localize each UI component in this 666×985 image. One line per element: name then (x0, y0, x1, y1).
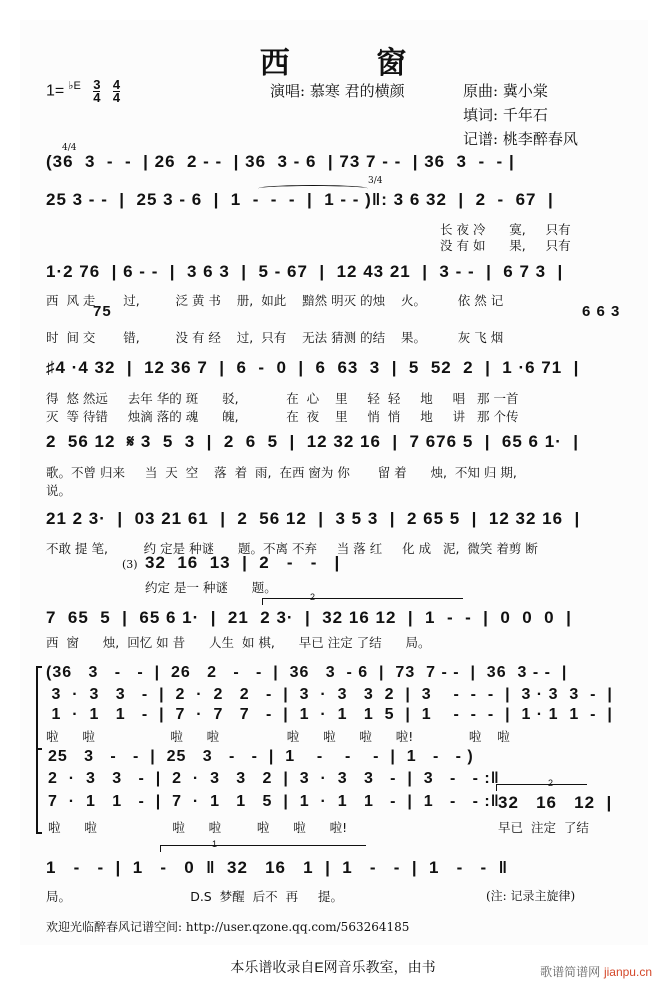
time-signature-4-4: $\frac{4}{4}$ (112, 77, 121, 105)
lyrics-row-6: 不敢 提 笔, 约 定是 种谜 题。不离 不弃 当 落 红 化 成 泥, 微笑 着剪 断 (46, 541, 538, 556)
lyrics-row-5-verse-1: 歌。不曾 归来 当 天 空 落 着 雨, 在西 窗为 你 留 着 烛, 不知 归 期, (46, 465, 517, 480)
score-row-final: 1 - - | 1 - 0 ‖ 32 16 1 | 1 - - | 1 - - ‖ (46, 858, 509, 877)
chorus-2-voice-3: 7 · 1 1 - | 7 · 1 1 5 | 1 · 1 1 - | 1 - - :‖ (48, 793, 500, 810)
score-row-5: 2 56 12 𝄋 3 5 3 | 2 6 5 | 12 32 16 | 7 676 5 | 65 6 1· | (46, 432, 580, 451)
chorus-1-voice-2: 3 · 3 3 - | 2 · 2 2 - | 3 · 3 3 2 | 3 - - - | 3 · 3 3 - | (46, 686, 613, 703)
chorus-bracket-2 (36, 748, 42, 834)
watermark-en: jianpu.cn (603, 965, 652, 979)
score-row-7: 7 65 5 | 65 6 1· | 21 2 3· | 32 16 12 | 1 - - | 0 0 0 | (46, 608, 572, 627)
lyrics-row-3-verse-1: 西 风 走 过, 泛 黄 书 册, 如此 黯然 明灭 的烛 火。 依 然 记 (46, 293, 504, 308)
lyrics-row-2-verse-1: 长 夜 冷 寞, 只有 (440, 222, 571, 237)
chorus-2-voice-1: 25 3 - - | 25 3 - - | 1 - - - | 1 - - ) (48, 748, 474, 765)
lyrics-row-4-verse-1: 得 悠 然远 去年 华的 斑 驳, 在 心 里 轻 轻 地 唱 那 一首 (46, 391, 519, 406)
site-watermark (540, 963, 652, 980)
score-row-2: 25 3 - - | 25 3 - 6 | 1 - - - | 1 - - )‖: 3 6 32 | 2 - 67 | (46, 190, 554, 209)
volta-2-lyrics: 早已 注定 了结 (498, 820, 589, 835)
volta-bracket-2 (262, 598, 463, 605)
ending-3-lyrics: 约定 是一 种谜 题。 (145, 580, 277, 595)
key-signature (46, 79, 120, 104)
singer-credit: 演唱: 慕寒 君的横颜 (270, 82, 405, 100)
volta-number: 2 (310, 592, 316, 602)
lyrics-row-4-verse-2: 灭 等 待错 烛滴 落的 魂 魄, 在 夜 里 悄 悄 地 讲 那 个传 (46, 409, 519, 424)
lyricist-credit: 填词: 千年石 (463, 106, 548, 124)
key-label: 1= (46, 82, 65, 100)
lyrics-row-3-verse-2: 时 间 交 错, 没 有 经 过, 只有 无法 猜测 的结 果。 灰 飞 烟 (46, 330, 504, 345)
chorus-1-voice-1: (36 3 - - | 26 2 - - | 36 3 - 6 | 73 7 - - | 36 3 - - | (46, 664, 568, 681)
volta-number-1: 1 (212, 839, 218, 849)
welcome-note: 欢迎光临醉春风记谱空间: http://user.qzone.qq.com/563264185 (46, 920, 410, 934)
source-credit: 本乐谱收录自E网音乐教室，由书 (230, 959, 436, 975)
transcriber-credit: 记谱: 桃李醉春风 (463, 130, 578, 148)
score-row-6: 21 2 3· | 03 21 61 | 2 56 12 | 3 5 3 | 2 65 5 | 12 32 16 | (46, 509, 581, 528)
volta-bracket-2b (496, 784, 587, 791)
chorus-1-voice-3: 1 · 1 1 - | 7 · 7 7 - | 1 · 1 1 5 | 1 - - - | 1 · 1 1 - | (46, 706, 613, 723)
ending-3-label: (3) (122, 558, 138, 571)
watermark-cn: 歌谱简谱网 (540, 965, 601, 979)
lyrics-row-7: 西 窗 烛, 回忆 如 昔 人生 如 棋, 早已 注定 了结 局。 (46, 635, 431, 650)
time-signature-3-4: $\frac{3}{4}$ (93, 77, 101, 105)
score-row-1: (36 3 - - | 26 2 - - | 36 3 - 6 | 73 7 - - | 36 3 - - | (46, 152, 515, 171)
chorus-2-voice-2: 2 · 3 3 - | 2 · 3 3 2 | 3 · 3 3 - | 3 - - :‖ (48, 770, 500, 787)
key-flat: ♭E (68, 80, 81, 92)
chorus-2-lyrics: 啦 啦 啦 啦 啦 啦 啦! (48, 820, 348, 835)
lyrics-row-5-verse-2: 说。 (46, 483, 72, 498)
intro-time-signature: 4/4 (62, 143, 77, 153)
lyrics-row-2-verse-2: 没 有 如 果, 只有 (440, 238, 571, 253)
volta-bracket-1 (160, 845, 366, 852)
alt-notes: 75 (93, 303, 112, 320)
song-title: 西 窗 (259, 46, 445, 81)
volta-number-2: 2 (548, 778, 554, 788)
time-signature-change: 3/4 (368, 176, 383, 186)
chorus-1-lyrics: 啦 啦 啦 啦 啦 啦 啦 啦! 啦 啦 (46, 729, 510, 744)
volta-2-notes: 32 16 12 | (498, 793, 613, 812)
transcription-note: (注: 记录主旋律) (486, 889, 576, 903)
original-credit: 原曲: 冀小棠 (463, 82, 548, 100)
alt-notes-right: 6 6 3 (582, 303, 621, 320)
score-row-4: ♯4 ·4 32 | 12 36 7 | 6 - 0 | 6 63 3 | 5 52 2 | 1 ·6 71 | (46, 358, 580, 377)
ending-3-notes: 32 16 13 | 2 - - | (145, 553, 341, 572)
chorus-bracket (36, 666, 42, 750)
lyrics-row-final: 局。 D.S 梦醒 后不 再 提。 (46, 889, 343, 904)
score-row-3: 1·2 76 | 6 - - | 3 6 3 | 5 - 67 | 12 43 21 | 3 - - | 6 7 3 | (46, 262, 564, 281)
